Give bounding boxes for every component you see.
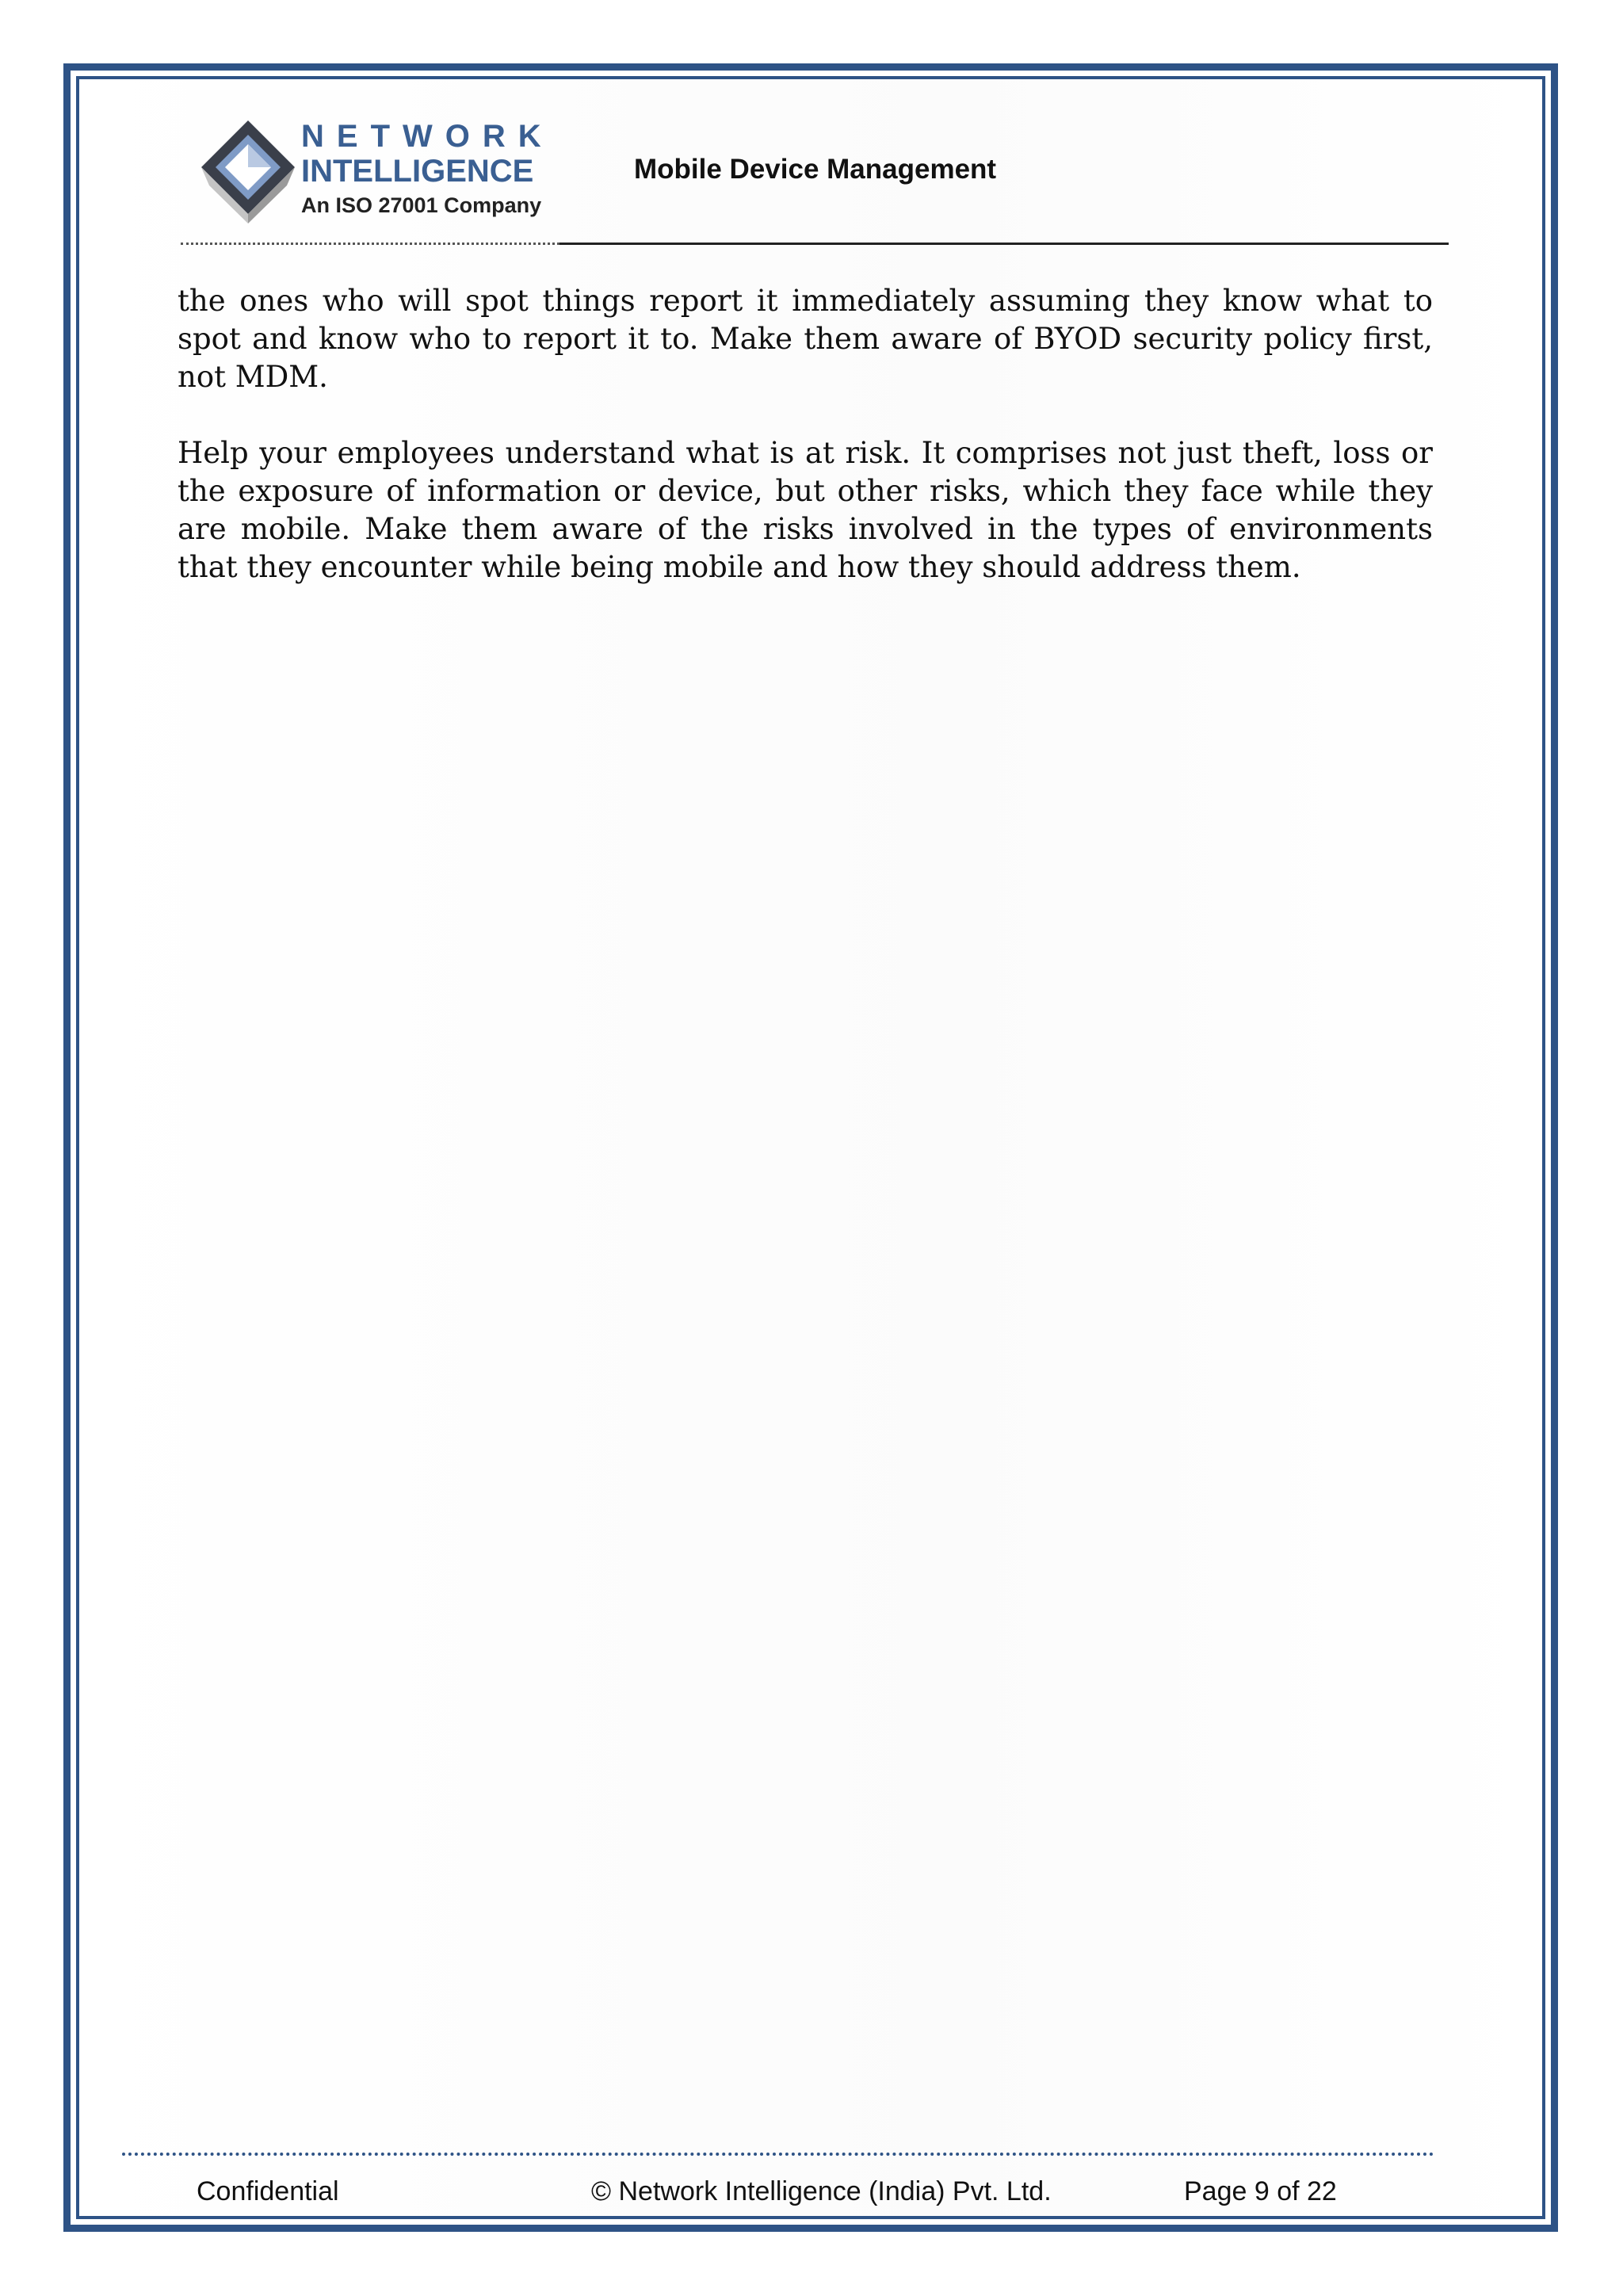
document-title: Mobile Device Management: [634, 154, 997, 185]
diamond-logo-icon: [198, 117, 298, 227]
logo-text-intelligence: INTELLIGENCE: [301, 154, 534, 189]
footer-confidential: Confidential: [197, 2176, 339, 2206]
paragraph: Help your employees understand what is at risk. It comprises not just theft, loss or the exposure of information or device, but other risks, which they face while they are mobile. Make them aware of the risks involved in the types of environments that they encounter while being mobile and how they should address them.: [178, 436, 1433, 584]
logo-tagline: An ISO 27001 Company: [301, 193, 542, 217]
logo-text-network: NETWORK: [301, 119, 554, 154]
footer-copyright: © Network Intelligence (India) Pvt. Ltd.: [591, 2176, 1052, 2206]
footer-divider: [122, 2153, 1434, 2156]
header-divider-dotted: [181, 243, 559, 245]
body-content: [178, 282, 1433, 625]
header-divider: [559, 243, 1449, 245]
company-logo: [198, 117, 563, 227]
page-number: Page 9 of 22: [1184, 2176, 1337, 2206]
paragraph: the ones who will spot things report it immediately assuming they know what to spot and know who to report it to. Make them aware of BYOD security policy first, not MDM.: [178, 284, 1433, 394]
